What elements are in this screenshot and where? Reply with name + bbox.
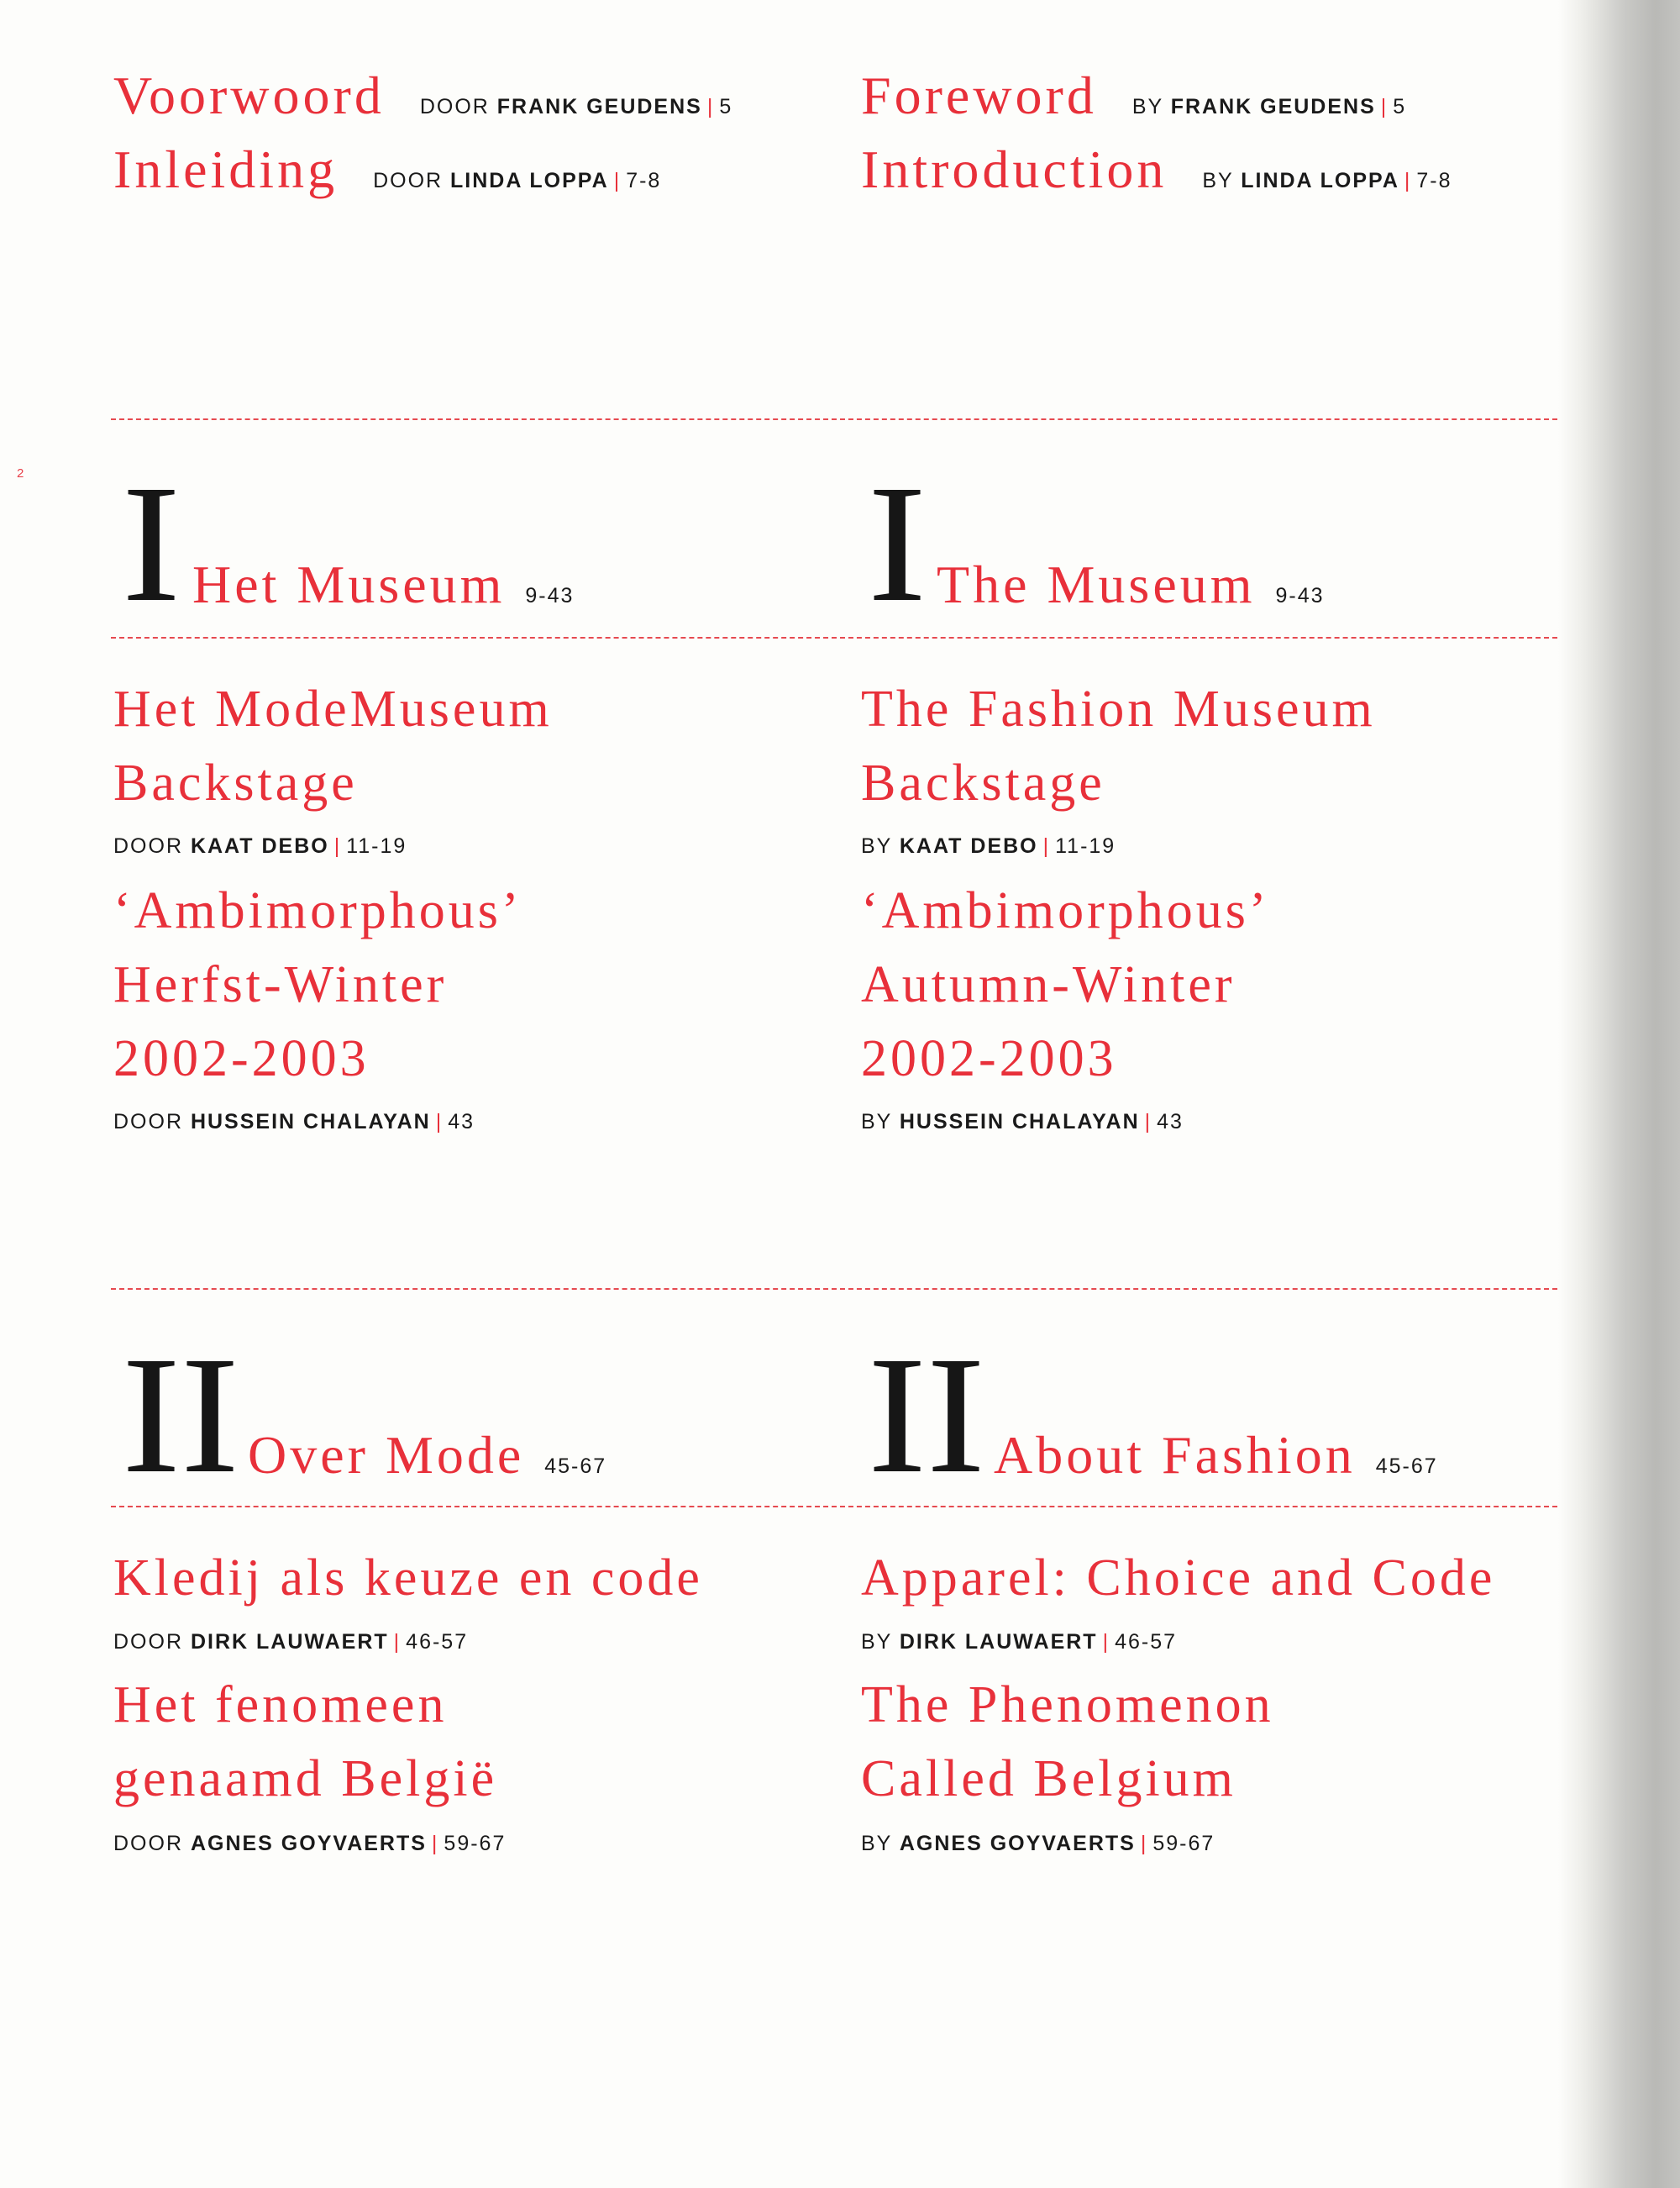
- front-title: Introduction: [861, 139, 1168, 199]
- article-byline: DOOR AGNES GOYVAERTS | 59-67: [113, 1832, 507, 1855]
- front-entry-foreword[interactable]: [861, 66, 1407, 125]
- front-entry-inleiding[interactable]: [113, 139, 662, 199]
- front-title: Voorwoord: [113, 66, 385, 125]
- section-page-range: 9-43: [1275, 584, 1325, 607]
- divider-section-2: [111, 1506, 1557, 1507]
- section-title-over-mode[interactable]: Over Mode 45-67: [248, 1425, 607, 1485]
- article-title[interactable]: The Phenomenon Called Belgium: [861, 1676, 1274, 1807]
- front-byline: DOOR FRANK GEUDENS | 5: [419, 95, 733, 118]
- article-title[interactable]: Het ModeMuseum Backstage: [113, 681, 553, 812]
- page-gutter-shadow: [1558, 0, 1680, 2188]
- front-title: Inleiding: [113, 139, 339, 199]
- front-byline: DOOR LINDA LOPPA | 7-8: [373, 169, 662, 192]
- article-title[interactable]: The Fashion Museum Backstage: [861, 681, 1376, 812]
- divider-middle: [111, 1288, 1557, 1290]
- article-byline: BY HUSSEIN CHALAYAN | 43: [861, 1110, 1184, 1133]
- section-title-het-museum[interactable]: Het Museum 9-43: [192, 555, 575, 614]
- divider-top: [111, 418, 1557, 420]
- section-page-range: 9-43: [525, 584, 575, 607]
- article-byline: BY AGNES GOYVAERTS | 59-67: [861, 1832, 1215, 1855]
- front-entry-voorwoord[interactable]: [113, 66, 733, 125]
- front-byline: BY FRANK GEUDENS | 5: [1131, 95, 1407, 118]
- article-byline: DOOR KAAT DEBO | 11-19: [113, 834, 407, 858]
- section-numeral: II: [868, 1323, 985, 1508]
- article-title[interactable]: Apparel: Choice and Code: [861, 1549, 1496, 1607]
- article-title[interactable]: Het fenomeen genaamd België: [113, 1676, 498, 1807]
- front-title: Foreword: [861, 66, 1097, 125]
- section-page-range: 45-67: [1375, 1454, 1438, 1478]
- front-byline: BY LINDA LOPPA | 7-8: [1202, 169, 1452, 192]
- article-title[interactable]: Kledij als keuze en code: [113, 1549, 703, 1607]
- divider-section-1: [111, 637, 1557, 639]
- article-byline: DOOR DIRK LAUWAERT | 46-57: [113, 1630, 469, 1654]
- article-title[interactable]: ‘Ambimorphous’ Autumn-Winter 2002-2003: [861, 882, 1270, 1087]
- front-entry-introduction[interactable]: [861, 139, 1452, 199]
- section-title-about-fashion[interactable]: About Fashion 45-67: [994, 1425, 1438, 1485]
- section-page-range: 45-67: [544, 1454, 607, 1478]
- section-numeral: I: [122, 451, 181, 637]
- page-number: 2: [17, 466, 24, 481]
- section-numeral: I: [868, 451, 927, 637]
- section-numeral: II: [122, 1323, 239, 1508]
- article-byline: BY DIRK LAUWAERT | 46-57: [861, 1630, 1178, 1654]
- section-title-the-museum[interactable]: The Museum 9-43: [937, 555, 1325, 614]
- article-title[interactable]: ‘Ambimorphous’ Herfst-Winter 2002-2003: [113, 882, 522, 1087]
- article-byline: BY KAAT DEBO | 11-19: [861, 834, 1116, 858]
- article-byline: DOOR HUSSEIN CHALAYAN | 43: [113, 1110, 475, 1133]
